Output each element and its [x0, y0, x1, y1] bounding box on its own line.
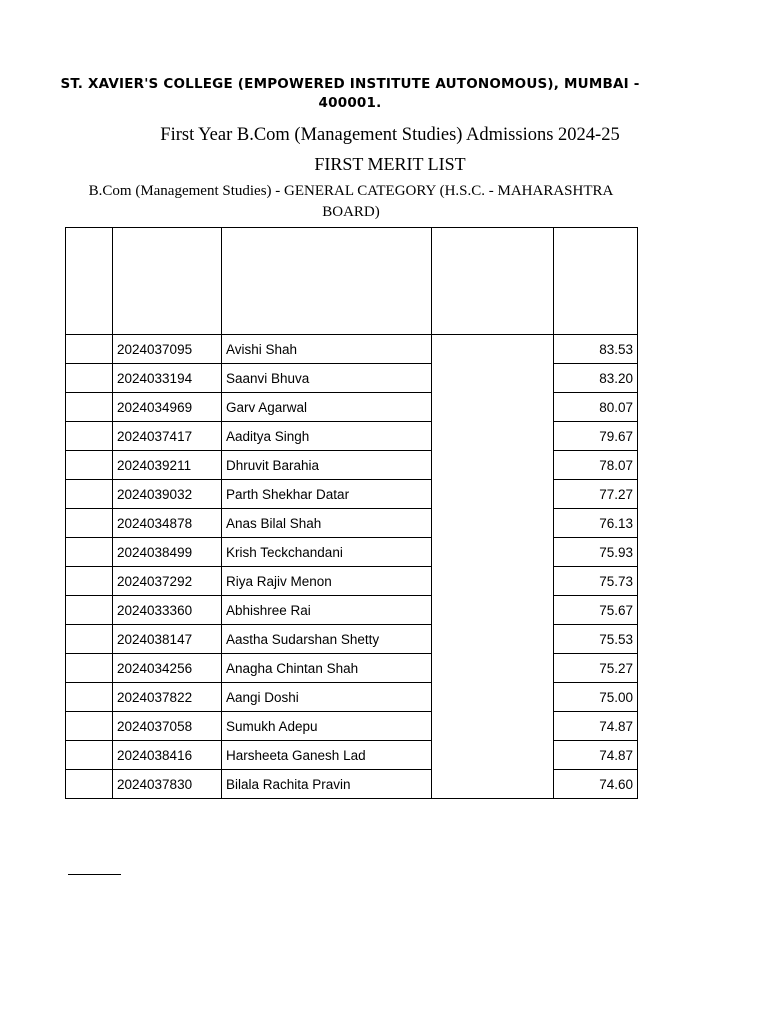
header-cell-serial	[66, 228, 113, 335]
merged-blank-cell	[432, 335, 554, 799]
college-name: ST. XAVIER'S COLLEGE (EMPOWERED INSTITUTE AUTONOMOUS), MUMBAI - 400001.	[60, 76, 640, 111]
form-number-cell: 2024039211	[113, 451, 222, 480]
form-number-cell: 2024033360	[113, 596, 222, 625]
student-name-cell: Dhruvit Barahia	[222, 451, 432, 480]
percentage-cell: 77.27	[554, 480, 638, 509]
student-name-cell: Parth Shekhar Datar	[222, 480, 432, 509]
form-number-cell: 2024037417	[113, 422, 222, 451]
form-number-cell: 2024034256	[113, 654, 222, 683]
percentage-cell: 74.87	[554, 712, 638, 741]
percentage-cell: 74.87	[554, 741, 638, 770]
form-number-cell: 2024037292	[113, 567, 222, 596]
form-number-cell: 2024039032	[113, 480, 222, 509]
serial-cell	[66, 364, 113, 393]
merit-table	[65, 227, 638, 799]
percentage-cell: 79.67	[554, 422, 638, 451]
form-number-cell: 2024037822	[113, 683, 222, 712]
merit-list-title: FIRST MERIT LIST	[314, 154, 466, 174]
header-cell-percentage	[554, 228, 638, 335]
category-heading: B.Com (Management Studies) - GENERAL CATEGORY (H.S.C. - MAHARASHTRA BOARD)	[88, 183, 614, 220]
form-number-cell: 2024037095	[113, 335, 222, 364]
percentage-cell: 83.20	[554, 364, 638, 393]
serial-cell	[66, 654, 113, 683]
student-name-cell: Krish Teckchandani	[222, 538, 432, 567]
percentage-cell: 83.53	[554, 335, 638, 364]
serial-cell	[66, 422, 113, 451]
percentage-cell: 78.07	[554, 451, 638, 480]
percentage-cell: 75.73	[554, 567, 638, 596]
serial-cell	[66, 335, 113, 364]
student-name-cell: Aaditya Singh	[222, 422, 432, 451]
student-name-cell: Anagha Chintan Shah	[222, 654, 432, 683]
serial-cell	[66, 393, 113, 422]
serial-cell	[66, 625, 113, 654]
serial-cell	[66, 567, 113, 596]
header-cell-form-no	[113, 228, 222, 335]
serial-cell	[66, 712, 113, 741]
student-name-cell: Aastha Sudarshan Shetty	[222, 625, 432, 654]
form-number-cell: 2024034878	[113, 509, 222, 538]
serial-cell	[66, 509, 113, 538]
student-name-cell: Aangi Doshi	[222, 683, 432, 712]
percentage-cell: 74.60	[554, 770, 638, 799]
form-number-cell: 2024038147	[113, 625, 222, 654]
student-name-cell: Harsheeta Ganesh Lad	[222, 741, 432, 770]
student-name-cell: Anas Bilal Shah	[222, 509, 432, 538]
serial-cell	[66, 770, 113, 799]
student-name-cell: Avishi Shah	[222, 335, 432, 364]
student-name-cell: Abhishree Rai	[222, 596, 432, 625]
percentage-cell: 75.67	[554, 596, 638, 625]
percentage-cell: 75.27	[554, 654, 638, 683]
student-name-cell: Garv Agarwal	[222, 393, 432, 422]
form-number-cell: 2024038416	[113, 741, 222, 770]
student-name-cell: Sumukh Adepu	[222, 712, 432, 741]
serial-cell	[66, 596, 113, 625]
underline-mark	[68, 874, 121, 875]
form-number-cell: 2024037058	[113, 712, 222, 741]
serial-cell	[66, 480, 113, 509]
percentage-cell: 80.07	[554, 393, 638, 422]
percentage-cell: 76.13	[554, 509, 638, 538]
form-number-cell: 2024034969	[113, 393, 222, 422]
percentage-cell: 75.53	[554, 625, 638, 654]
student-name-cell: Saanvi Bhuva	[222, 364, 432, 393]
form-number-cell: 2024033194	[113, 364, 222, 393]
table-row	[66, 335, 638, 364]
admission-title: First Year B.Com (Management Studies) Admissions 2024-25	[160, 125, 620, 145]
student-name-cell: Riya Rajiv Menon	[222, 567, 432, 596]
form-number-cell: 2024037830	[113, 770, 222, 799]
header-cell-name	[222, 228, 432, 335]
serial-cell	[66, 683, 113, 712]
percentage-cell: 75.00	[554, 683, 638, 712]
serial-cell	[66, 741, 113, 770]
serial-cell	[66, 538, 113, 567]
student-name-cell: Bilala Rachita Pravin	[222, 770, 432, 799]
table-header-row	[66, 228, 638, 335]
form-number-cell: 2024038499	[113, 538, 222, 567]
serial-cell	[66, 451, 113, 480]
percentage-cell: 75.93	[554, 538, 638, 567]
header-cell-blank	[432, 228, 554, 335]
